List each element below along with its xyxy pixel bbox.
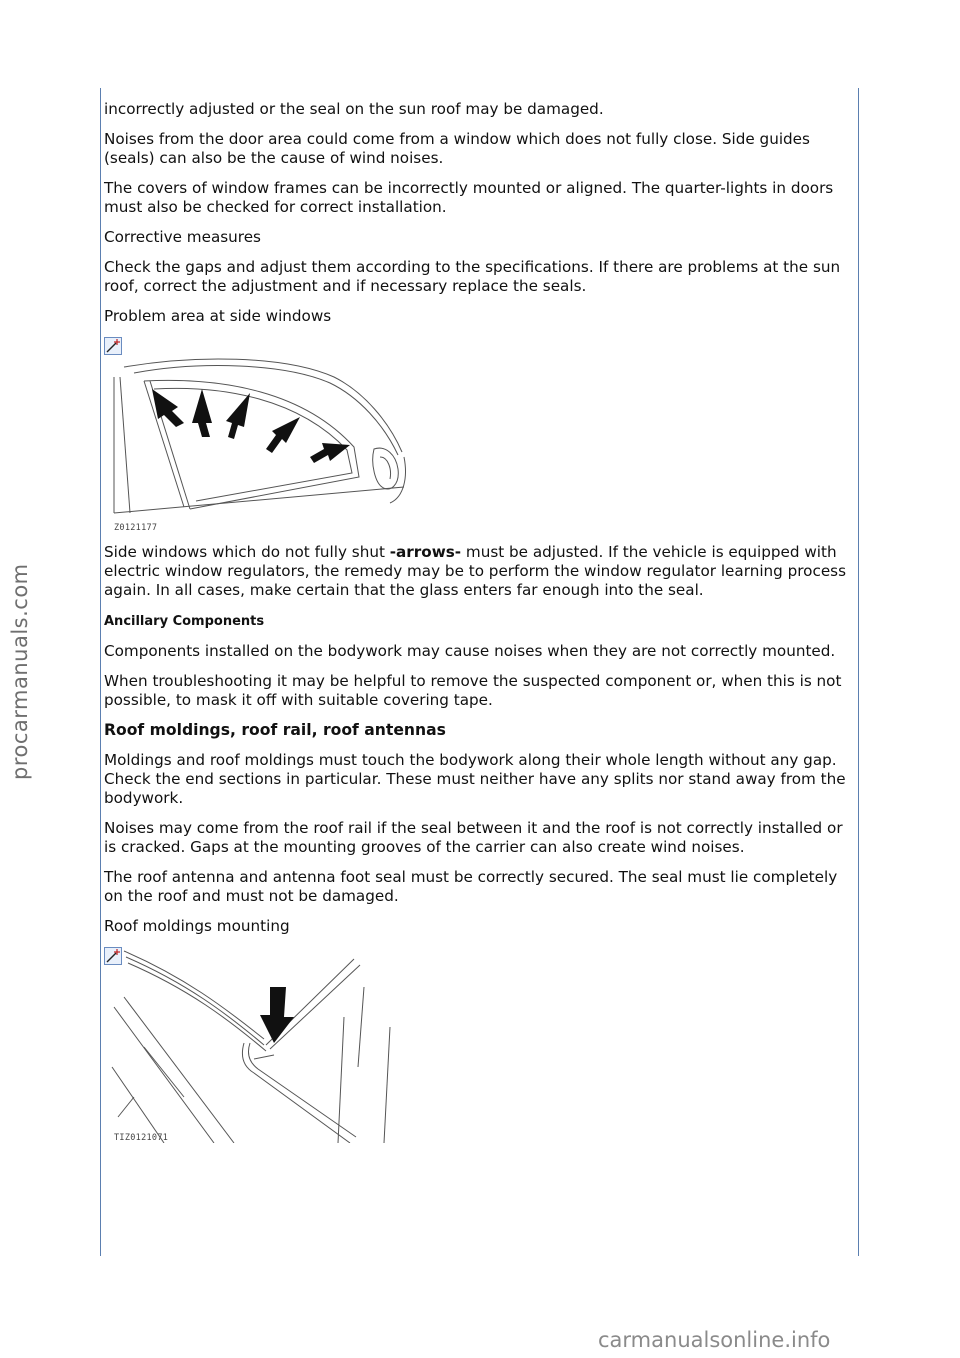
left-margin-rule (100, 88, 101, 1256)
paragraph: incorrectly adjusted or the seal on the sun roof may be damaged. (104, 100, 604, 118)
figure-code: Z0121177 (114, 523, 158, 533)
ancillary-heading: Ancillary Components (104, 614, 265, 629)
roof-molding-figure (104, 947, 404, 1143)
paragraph: Roof moldings mounting (104, 917, 290, 935)
paragraph: Noises may come from the roof rail if the seal between it and the roof is not correctly installed or is cracked. Gaps at the mounting grooves of the carrier can also create wind noises. (104, 819, 843, 856)
roof-heading: Roof moldings, roof rail, roof antennas (104, 721, 446, 739)
roof-molding-illustration (104, 947, 404, 1143)
paragraph: Side windows which do not fully shut -arrows- must be adjusted. If the vehicle is equipped with electric window regulators, the remedy may be to perform the window regulator learning process again. In all cases, make certain that the glass enters far enough into the seal. (104, 543, 846, 599)
paragraph: Moldings and roof moldings must touch the bodywork along their whole length without any gap. Check the end sections in particular. These must neither have any splits nor stand away from the bodywork. (104, 751, 846, 807)
right-margin-rule (858, 88, 859, 1256)
bottom-watermark: carmanualsonline.info (598, 1328, 831, 1352)
side-watermark: procarmanuals.com (8, 563, 32, 780)
document-body (104, 100, 854, 1153)
paragraph: Noises from the door area could come from a window which does not fully close. Side guides (seals) can also be the cause of wind noises. (104, 130, 810, 167)
figure-code: TIZ0121071 (114, 1133, 169, 1143)
zoom-icon[interactable] (104, 337, 122, 355)
paragraph: The covers of window frames can be incorrectly mounted or aligned. The quarter-lights in doors must also be checked for correct installation. (104, 179, 834, 216)
side-window-illustration (104, 337, 424, 533)
zoom-icon[interactable] (104, 947, 122, 965)
paragraph: Problem area at side windows (104, 307, 332, 325)
paragraph: Check the gaps and adjust them according to the specifications. If there are problems at the sun roof, correct the adjustment and if necessary replace the seals. (104, 258, 841, 295)
paragraph: Corrective measures (104, 228, 261, 246)
paragraph: The roof antenna and antenna foot seal must be correctly secured. The seal must lie completely on the roof and must not be damaged. (104, 868, 838, 905)
paragraph: When troubleshooting it may be helpful to remove the suspected component or, when this is not possible, to mask it off with suitable covering tape. (104, 672, 842, 709)
arrows-label: -arrows- (389, 543, 462, 561)
side-window-figure (104, 337, 424, 533)
paragraph: Components installed on the bodywork may cause noises when they are not correctly mounted. (104, 642, 836, 660)
